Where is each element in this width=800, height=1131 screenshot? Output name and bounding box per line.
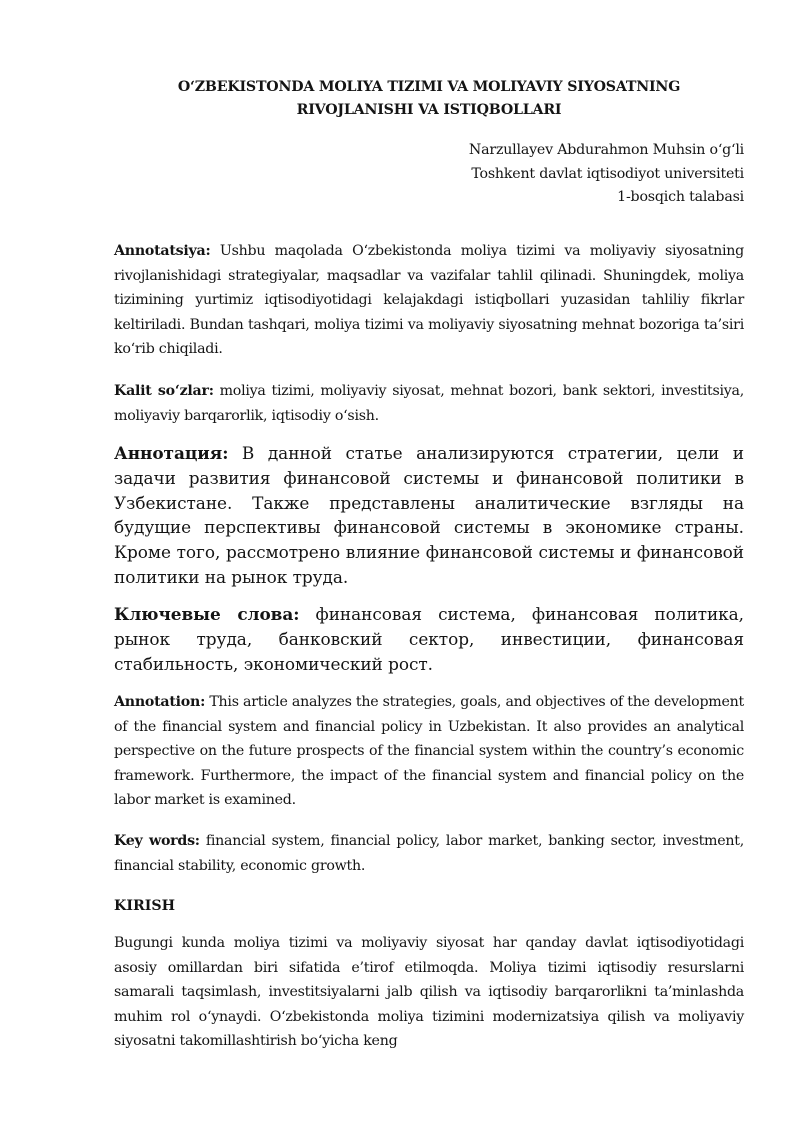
author-name: Narzullayev Abdurahmon Muhsin o‘g‘li	[468, 142, 744, 158]
title-line-2: RIVOJLANISHI VA ISTIQBOLLARI	[296, 102, 562, 118]
keywords-uz	[114, 379, 744, 428]
author-status: 1-bosqich talabasi	[617, 189, 744, 205]
keywords-en-text: financial system, financial policy, labor market, banking sector, investment, financial stability, economic growth.	[114, 833, 744, 874]
keywords-en-label: Key words:	[114, 833, 200, 849]
section-heading-kirish: KIRISH	[114, 898, 176, 914]
keywords-ru	[114, 602, 744, 676]
annotation-en-label: Annotation:	[114, 694, 206, 710]
author-block	[469, 139, 744, 210]
annotation-en	[114, 690, 744, 813]
author-affiliation: Toshkent davlat iqtisodiyot universiteti	[471, 165, 744, 182]
keywords-uz-text: moliya tizimi, moliyaviy siyosat, mehnat bozori, bank sektori, investitsiya, moliyaviy barqarorlik, iqtisodiy o‘sish.	[114, 383, 744, 424]
keywords-en	[114, 829, 744, 878]
annotation-uz	[114, 239, 744, 362]
annotation-ru-label: Аннотация:	[114, 443, 229, 463]
annotation-en-text: This article analyzes the strategies, goals, and objectives of the development of the financial system and financial policy in Uzbekistan. It also provides an analytical perspective on the future prospects of the financial system within the country’s economic framework. Furthermore, the impact of the financial system and financial policy on the labor market is examined.	[114, 694, 744, 809]
paper-title	[114, 76, 744, 122]
annotation-ru-text: В данной статье анализируются стратегии, цели и задачи развития финансовой системы и финансовой политики в Узбекистане. Также представлены аналитические взгляды на будущие перспективы финансовой системы в экономике страны. Кроме того, рассмотрено влияние финансовой системы и финансовой политики на рынок труда.	[114, 443, 744, 587]
keywords-ru-label: Ключевые слова:	[114, 604, 300, 624]
keywords-uz-label: Kalit so‘zlar:	[114, 383, 214, 399]
annotation-ru	[114, 441, 744, 590]
intro-paragraph: Bugungi kunda moliya tizimi va moliyaviy siyosat har qanday davlat iqtisodiyotidagi asosiy omillardan biri sifatida e’tirof etilmoqda. Moliya tizimi iqtisodiy resurslarni samarali taqsimlash, investitsiyalarni jalb qilish va iqtisodiy barqarorlikni ta’minlashda muhim rol o‘ynaydi. O‘zbekistonda moliya tizimini modernizatsiya qilish va moliyaviy siyosatni takomillashtirish bo‘yicha keng	[114, 935, 744, 1050]
annotation-uz-text: Ushbu maqolada O‘zbekistonda moliya tizimi va moliyaviy siyosatning rivojlanishidagi strategiyalar, maqsadlar va vazifalar tahlil qilinadi. Shuningdek, moliya tizimining yurtimiz iqtisodiyotidagi kelajakdagi istiqbollari yuzasidan tahliliy fikrlar keltiriladi. Bundan tashqari, moliya tizimi va moliyaviy siyosatning mehnat bozoriga ta’siri ko‘rib chiqiladi.	[114, 243, 744, 358]
title-line-1: O‘ZBEKISTONDA MOLIYA TIZIMI VA MOLIYAVIY SIYOSATNING	[177, 79, 681, 95]
keywords-ru-text: финансовая система, финансовая политика, рынок труда, банковский сектор, инвестиции, финансовая стабильность, экономический рост.	[114, 604, 744, 674]
annotation-uz-label: Annotatsiya:	[114, 243, 211, 259]
